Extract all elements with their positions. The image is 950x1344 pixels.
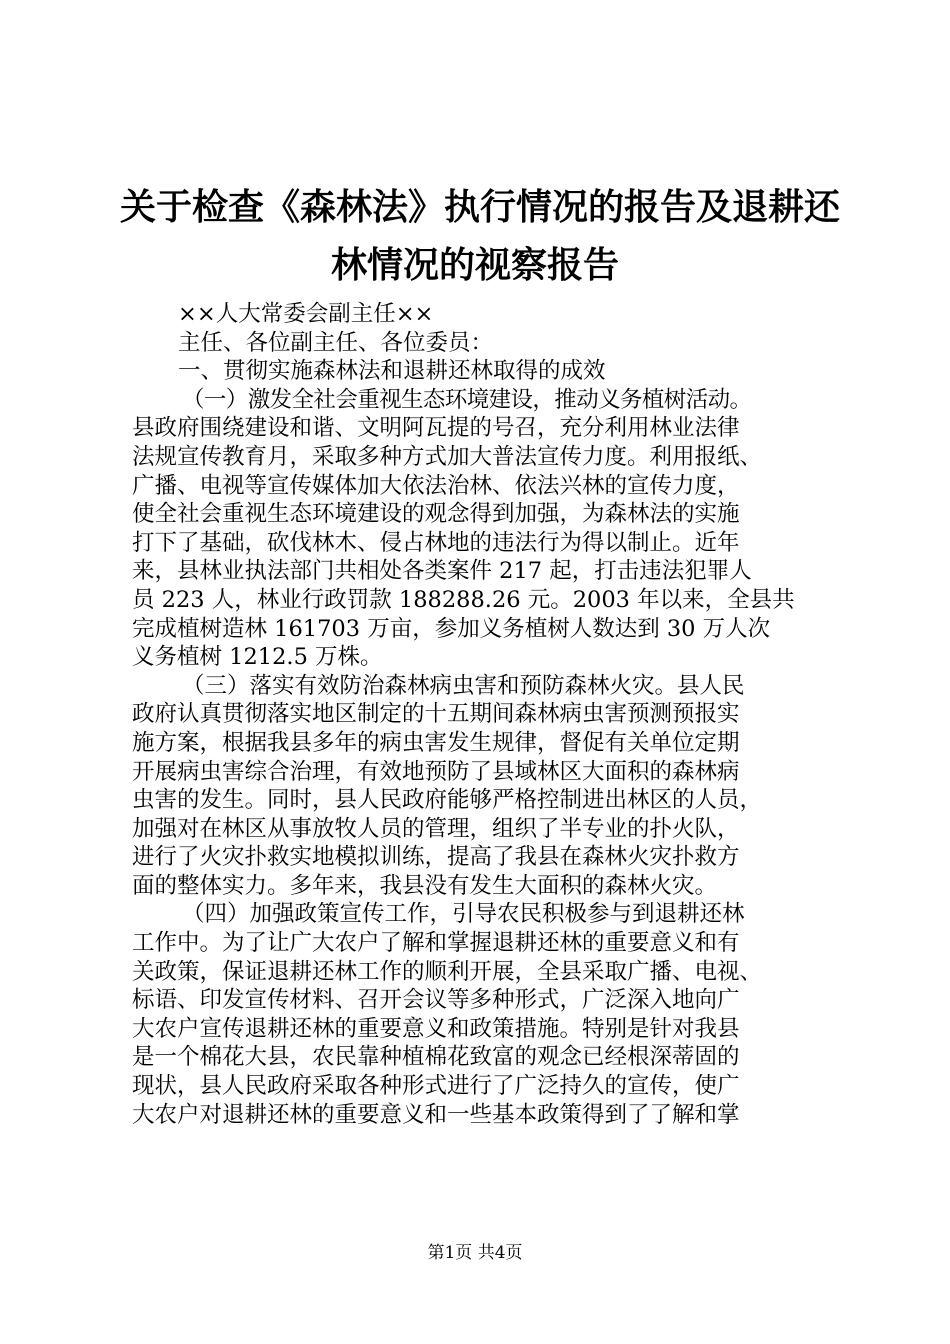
paragraph-line: 开展病虫害综合治理，有效地预防了县域林区大面积的森林病 <box>132 758 740 785</box>
paragraph-line: 标语、印发宣传材料、召开会议等多种形式，广泛深入地向广 <box>132 987 740 1014</box>
paragraph-line: 关政策，保证退耕还林工作的顺利开展，全县采取广播、电视、 <box>132 958 763 985</box>
paragraph-line: 加强对在林区从事放牧人员的管理，组织了半专业的扑火队， <box>132 815 740 842</box>
paragraph-line: 打下了基础，砍伐林木、侵占林地的违法行为得以制止。近年 <box>132 529 740 556</box>
paragraph-line: 广播、电视等宣传媒体加大依法治林、依法兴林的宣传力度， <box>132 472 740 499</box>
paragraph-line: 员 223 人，林业行政罚款 188288.26 元。2003 年以来，全县共 <box>132 586 795 613</box>
salutation-line: ××人大常委会副主任×× <box>178 301 434 327</box>
paragraph-line: （四）加强政策宣传工作，引导农民积极参与到退耕还林 <box>182 901 745 928</box>
paragraph-line: 完成植树造林 161703 万亩，参加义务植树人数达到 30 万人次 <box>132 615 771 642</box>
page-footer: 第1页 共4页 <box>427 1243 523 1263</box>
document-title-line-1: 关于检查《森林法》执行情况的报告及退耕还 <box>120 187 841 228</box>
paragraph-line: 面的整体实力。多年来，我县没有发生大面积的森林火灾。 <box>132 872 718 899</box>
paragraph-line: 工作中。为了让广大农户了解和掌握退耕还林的重要意义和有 <box>132 930 740 957</box>
paragraph-line: 政府认真贯彻落实地区制定的十五期间森林病虫害预测预报实 <box>132 701 740 728</box>
paragraph-line: （三）落实有效防治森林病虫害和预防森林火灾。县人民 <box>182 672 745 699</box>
addressee-line: 主任、各位副主任、各位委员： <box>178 329 494 356</box>
paragraph-line: 现状，县人民政府采取各种形式进行了广泛持久的宣传，使广 <box>132 1073 740 1100</box>
paragraph-line: （一）激发全社会重视生态环境建设，推动义务植树活动。 <box>182 386 752 413</box>
paragraph-line: 义务植树 1212.5 万株。 <box>132 644 383 671</box>
document-body <box>132 300 836 1129</box>
document-title-line-2: 林情况的视察报告 <box>330 245 619 286</box>
paragraph-line: 进行了火灾扑救实地模拟训练，提高了我县在森林火灾扑救方 <box>132 844 740 871</box>
paragraph-line: 使全社会重视生态环境建设的观念得到加强，为森林法的实施 <box>132 501 740 528</box>
paragraph-line: 来，县林业执法部门共相处各类案件 217 起，打击违法犯罪人 <box>132 558 752 585</box>
paragraph-line: 大农户宣传退耕还林的重要意义和政策措施。特别是针对我县 <box>132 1015 740 1042</box>
paragraph-line: 虫害的发生。同时，县人民政府能够严格控制进出林区的人员， <box>132 787 763 814</box>
paragraph-line: 县政府围绕建设和谐、文明阿瓦提的号召，充分利用林业法律 <box>132 415 740 442</box>
paragraph-line: 施方案，根据我县多年的病虫害发生规律，督促有关单位定期 <box>132 729 740 756</box>
paragraph-line: 大农户对退耕还林的重要意义和一些基本政策得到了了解和掌 <box>132 1101 740 1128</box>
paragraph-line: 是一个棉花大县，农民靠种植棉花致富的观念已经根深蒂固的 <box>132 1044 740 1071</box>
paragraph-line: 法规宣传教育月，采取多种方式加大普法宣传力度。利用报纸、 <box>132 443 763 470</box>
section-heading: 一、贯彻实施森林法和退耕还林取得的成效 <box>178 358 606 385</box>
